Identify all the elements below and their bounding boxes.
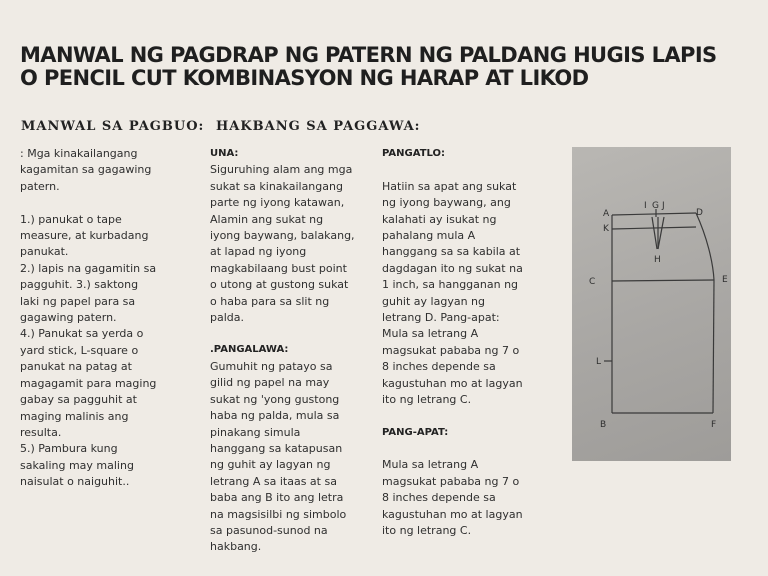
skirt-pattern-drawing — [572, 147, 731, 461]
step4-text: Mula sa letrang A magsukat pababa ng 7 o 8 inches depende sa kagustuhan mo at lagyan ito ng letrang C. — [382, 458, 523, 537]
label-g: G — [652, 201, 659, 211]
step3-text: Hatiin sa apat ang sukat ng iyong baywang, ang kalahati ay isukat ng pahalang mula A hanggang sa sa kabila at dagdagan ito ng sukat na 1 inch, sa hangganan ng guhit ay lagyan ng letrang D. Pang-apat: Mula sa letrang A magsukat pababa ng 7 o 8 inches depende sa kagustuhan mo at lagyan ito ng letrang C. — [382, 179, 523, 407]
step4-label: PANG-APAT: — [382, 426, 449, 438]
label-i: I — [644, 201, 647, 211]
step1-label: UNA: — [210, 148, 239, 159]
pattern-draft-photo — [572, 147, 731, 461]
label-k: K — [603, 224, 609, 234]
step2-text: Gumuhit ng patayo sa gilid ng papel na may sukat ng 'yong gustong haba ng palda, mula sa pinakang simula hanggang sa katapusan ng guhit ay lagyan ng letrang A sa itaas at sa baba ang B ito ang letra na magsisilbi ng simbolo sa pasunod-sunod na hakbang. — [210, 359, 347, 554]
label-a: A — [603, 209, 610, 219]
label-h: H — [654, 255, 661, 265]
page-title: MANWAL NG PAGDRAP NG PATERN NG PALDANG HUGIS LAPIS O PENCIL CUT KOMBINASYON NG HARAP AT LIKOD — [20, 43, 717, 90]
step3-label: PANGATLO: — [382, 148, 446, 159]
manual-heading: MANWAL SA PAGBUO: — [21, 119, 205, 134]
label-e: E — [722, 275, 728, 285]
step2-label: .PANGALAWA: — [210, 344, 289, 356]
steps-heading: HAKBANG SA PAGGAWA: — [216, 119, 421, 134]
steps-column-2 — [382, 146, 524, 539]
step1-text: Siguruhing alam ang mga sukat sa kinakailangang parte ng iyong katawan, Alamin ang sukat ng iyong baywang, balakang, at lapad ng iyong magkabilaang bust point o utong at gustong sukat o haba para sa slit ng palda. — [210, 163, 355, 325]
label-b: B — [600, 420, 607, 430]
label-j: J — [662, 201, 665, 211]
label-l: L — [596, 357, 602, 367]
materials-text: : Mga kinakailangang kagamitan sa gagawing patern. 1.) panukat o tape measure, at kurbadang panukat. 2.) lapis na gagamitin sa pagguhit. 3.) saktong laki ng papel para sa gagawing patern. 4.) Panukat sa yerda o yard stick, L-square o panukat na patag at magagamit para maging gabay sa pagguhit at maging malinis ang resulta. 5.) Pambura kung sakaling may maling naisulat o naiguhit.. — [20, 147, 157, 489]
label-d: D — [696, 208, 703, 218]
steps-column-1 — [210, 146, 356, 556]
materials-column — [20, 146, 160, 491]
label-c: C — [589, 277, 596, 287]
label-f: F — [711, 420, 717, 430]
